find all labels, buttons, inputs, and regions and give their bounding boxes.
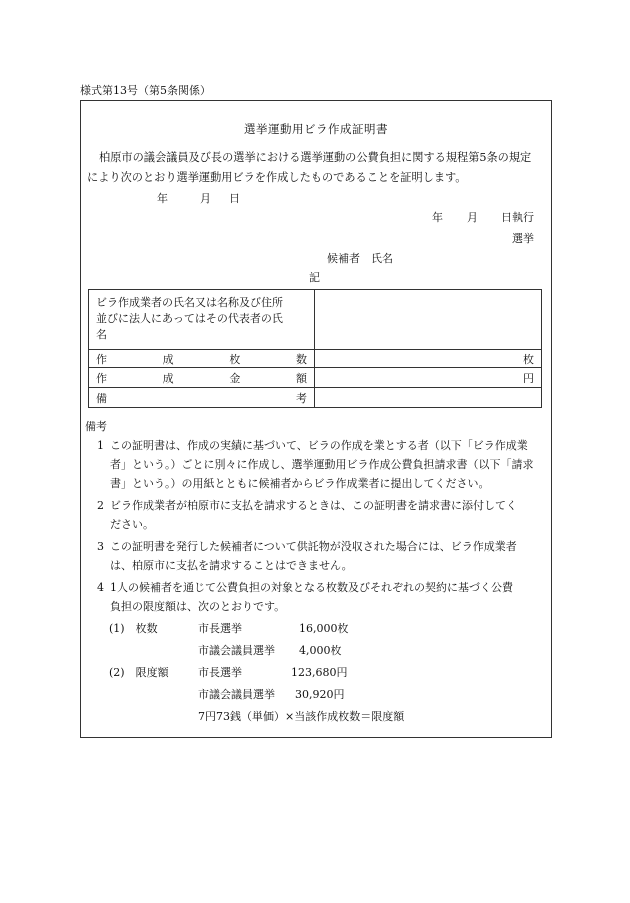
note-item-4: 4 1人の候補者を通じて公費負担の対象となる枚数及びそれぞれの契約に基づく公費 負担の限度額は、次のとおりです。 xyxy=(97,581,513,613)
count-label: 作 成 枚 数 xyxy=(89,350,315,368)
limit-row-mayor-count: (1) 枚数 市長選挙 16,000枚 xyxy=(109,622,349,635)
limits-table xyxy=(85,616,549,726)
remarks-label: 備 考 xyxy=(89,388,315,408)
intro-paragraph xyxy=(87,148,547,188)
date-day: 日 xyxy=(229,192,240,205)
limit-row-council-amount: 市議会議員選挙 30,920円 xyxy=(198,688,345,701)
limit-formula: 7円73銭（単価）×当該作成枚数＝限度額 xyxy=(198,710,405,723)
candidate-name-label: 候補者 氏名 xyxy=(327,252,393,265)
intro-line-1: 柏原市の議会議員及び長の選挙における選挙運動の公費負担に関する規程第5条の規定 xyxy=(99,151,532,164)
contractor-value xyxy=(315,290,542,350)
table-row xyxy=(89,350,542,368)
table-row xyxy=(89,368,542,388)
note-item-1: 1 この証明書は、作成の実績に基づいて、ビラの作成を業とする者（以下「ビラ作成業 者」という。）ごとに別々に作成し、選挙運動用ビラ作成公費負担請求書（以下「請求 書」という。）の用紙とともに候補者からビラ作成業者に提出してください。 xyxy=(97,439,534,490)
note-item-3: 3 この証明書を発行した候補者について供託物が没収された場合には、ビラ作成業者 は、柏原市に支払を請求することはできません。 xyxy=(97,540,517,572)
election-day-executed: 日執行 xyxy=(501,211,534,224)
table-row xyxy=(89,388,542,408)
amount-label: 作 成 金 額 xyxy=(89,368,315,388)
count-value: 枚 xyxy=(315,350,542,368)
amount-value: 円 xyxy=(315,368,542,388)
intro-line-2: により次のとおり選挙運動用ビラを作成したものであることを証明します。 xyxy=(87,171,467,184)
limit-row-council-count: 市議会議員選挙 4,000枚 xyxy=(198,644,342,657)
notes-section xyxy=(85,417,549,726)
notes-heading: 備考 xyxy=(85,420,107,433)
certificate-table xyxy=(88,289,542,408)
remarks-value xyxy=(315,388,542,408)
ki-marker: 記 xyxy=(309,271,320,284)
election-month: 月 xyxy=(467,211,478,224)
election-year: 年 xyxy=(432,211,443,224)
date-year: 年 xyxy=(157,192,168,205)
election-name: 選挙 xyxy=(512,232,534,245)
form-number: 様式第13号（第5条関係） xyxy=(80,84,211,97)
contractor-label: ビラ作成業者の氏名又は名称及び住所 並びに法人にあってはその代表者の氏 名 xyxy=(89,290,315,350)
document-title: 選挙運動用ビラ作成証明書 xyxy=(244,122,388,136)
date-month: 月 xyxy=(200,192,211,205)
limit-row-mayor-amount: (2) 限度額 市長選挙 123,680円 xyxy=(109,666,348,679)
table-row xyxy=(89,290,542,350)
certificate-frame xyxy=(80,100,552,738)
note-item-2: 2 ビラ作成業者が柏原市に支払を請求するときは、この証明書を請求書に添付してく ださい。 xyxy=(97,499,517,531)
